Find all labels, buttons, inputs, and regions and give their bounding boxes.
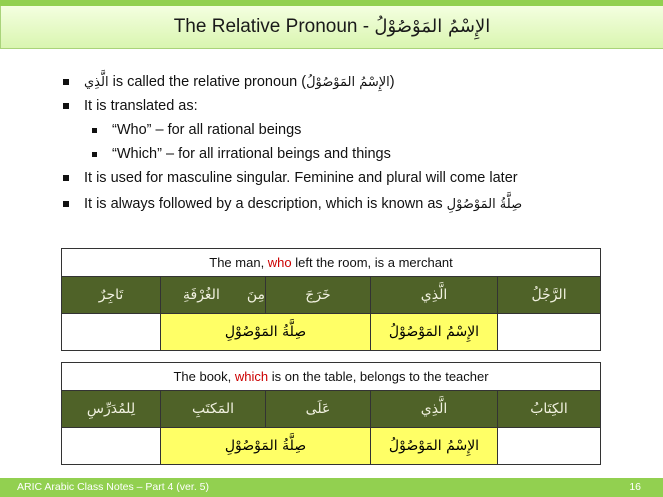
example-table-2 — [61, 362, 601, 465]
example-caption — [62, 363, 601, 391]
arabic-sentence-row — [62, 391, 601, 428]
example-table-1 — [61, 248, 601, 351]
caption-text: left the room, is a merchant — [291, 255, 453, 270]
sub-bullet-item — [62, 118, 622, 142]
title-english: The Relative Pronoun - — [173, 16, 375, 37]
bullet-list — [62, 70, 622, 216]
bullet-item — [62, 94, 622, 118]
sub-bullet-item — [62, 142, 622, 166]
arabic-sentence-row — [62, 277, 601, 314]
arabic-word: الَّذِي — [371, 277, 498, 314]
caption-text: The man, — [209, 255, 268, 270]
empty-cell — [498, 314, 601, 351]
arabic-word: الغُرْفَةِ — [183, 287, 220, 303]
arabic-word: الَّذِي — [371, 391, 498, 428]
bullet-item — [62, 192, 622, 216]
bullet-item — [62, 166, 622, 190]
empty-cell — [498, 428, 601, 465]
arabic-word: لِلمُدَرِّسِ — [62, 391, 161, 428]
bullet-item — [62, 70, 622, 94]
bullet-text: It is always followed by a description, which is known as — [84, 196, 447, 212]
arabic-term: صِلَّةُ المَوْصُوْلِ — [446, 197, 523, 212]
ism-mawsul-label: الإِسْمُ المَوْصُوْلُ — [371, 314, 498, 351]
title-arabic: الإِسْمُ المَوْصُوْلُ — [374, 16, 491, 37]
empty-cell — [62, 428, 161, 465]
bullet-text: It is used for masculine singular. Feminine and plural will come later — [84, 170, 518, 186]
arabic-word: المَكتَبِ — [161, 391, 266, 428]
arabic-term: الإِسْمُ المَوْصُوْلُ — [306, 75, 390, 90]
bullet-text: is called the relative pronoun ( — [108, 74, 307, 90]
arabic-term: الَّذِي — [84, 75, 109, 90]
footer-text: ARIC Arabic Class Notes – Part 4 (ver. 5) — [17, 481, 209, 493]
bullet-text: ) — [389, 74, 395, 90]
arabic-word: الرَّجُلُ — [498, 277, 601, 314]
page-number: 16 — [629, 481, 641, 493]
slide-title-box — [0, 6, 663, 49]
caption-text: The book, — [173, 369, 235, 384]
empty-cell — [62, 314, 161, 351]
arabic-word: مِنَ — [246, 287, 265, 303]
ism-mawsul-label: الإِسْمُ المَوْصُوْلُ — [371, 428, 498, 465]
example-caption — [62, 249, 601, 277]
grammar-label-row — [62, 314, 601, 351]
slide-title — [174, 16, 491, 38]
arabic-word: خَرَجَ — [266, 277, 371, 314]
bullet-text: “Who” – for all rational beings — [112, 122, 302, 138]
grammar-label-row — [62, 428, 601, 465]
bullet-text: It is translated as: — [84, 98, 198, 114]
arabic-word: الكِتَابُ — [498, 391, 601, 428]
sila-label: صِلَّةُ المَوْصُوْلِ — [161, 314, 371, 351]
arabic-word: تَاجِرٌ — [62, 277, 161, 314]
caption-text: is on the table, belongs to the teacher — [268, 369, 489, 384]
arabic-word: عَلَى — [266, 391, 371, 428]
sila-label: صِلَّةُ المَوْصُوْلِ — [161, 428, 371, 465]
caption-highlight: which — [234, 369, 269, 384]
arabic-word-group — [161, 277, 266, 314]
bullet-text: “Which” – for all irrational beings and things — [112, 146, 391, 162]
caption-highlight: who — [267, 255, 292, 270]
footer-bar — [0, 478, 663, 497]
